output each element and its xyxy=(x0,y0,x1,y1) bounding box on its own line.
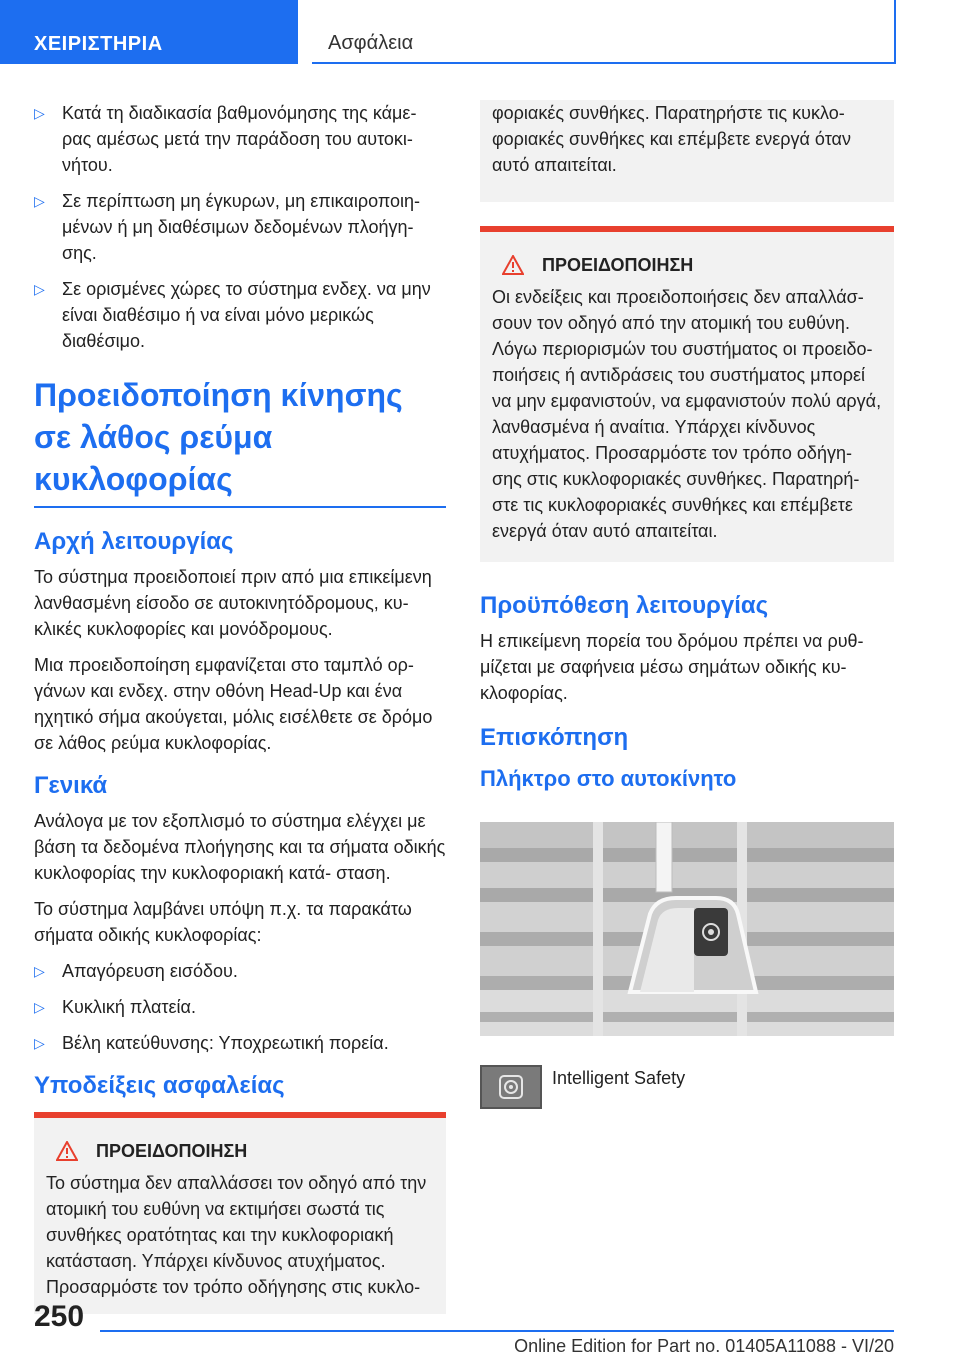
warning-header xyxy=(492,252,882,278)
button-heading: Πλήκτρο στο αυτοκίνητο xyxy=(480,766,737,791)
car-grille-photo xyxy=(480,822,894,1036)
warning-text: Το σύστημα δεν απαλλάσσει τον οδηγό από την ατομική του ευθύνη να εκτιμήσει σωστά τις συνθήκες ορατότητας και την κυκλοφοριακή κατάσταση. Υπάρχει κίνδυνος ατυχήματος. Προσαρμόστε τον τρόπο οδήγησης στις κυκλο- xyxy=(46,1173,427,1297)
list-item: ▷ Σε ορισμένες χώρες το σύστημα ενδεχ. να μην είναι διαθέσιμο ή να είναι μόνο μερικώς διαθέσιμο. xyxy=(34,276,446,354)
chapter-tab xyxy=(312,0,896,64)
warning-box xyxy=(34,1112,446,1314)
bullet-arrow-icon: ▷ xyxy=(34,963,45,979)
warning-header xyxy=(46,1138,434,1164)
general-paragraph-2: Το σύστημα λαμβάνει υπόψη π.χ. τα παρακάτω σήματα οδικής κυκλοφορίας: xyxy=(34,899,412,945)
list-item: ▷ Βέλη κατεύθυνσης: Υποχρεωτική πορεία. xyxy=(34,1030,446,1056)
warning-text: Οι ενδείξεις και προειδοποιήσεις δεν απαλλάσ- σουν τον οδηγό από την ατομική του ευθύνη. Λόγω περιορισμών του συστήματος οι προειδο- ποιήσεις ή αντιδράσεις του συστήματος μπορεί να μην εμφανιστούν, να εμφανιστούν πολύ αργά, λανθασμένα ή αναίτια. Υπάρχει κίνδυνος ατυχήματος. Προσαρμόστε τον τρόπο οδήγη- σης στις κυκλοφοριακές συνθήκες. Παρατηρή- στε τις κυκλοφοριακές συνθήκες και επέμβετε ενεργά όταν αυτό απαιτείται. xyxy=(492,287,882,541)
warning-triangle-icon xyxy=(56,1141,78,1161)
chapter-title: Ασφάλεια xyxy=(328,32,414,54)
warning-triangle-icon xyxy=(502,255,524,275)
bullet-arrow-icon: ▷ xyxy=(34,281,45,297)
section-tab xyxy=(0,0,298,64)
bullet-arrow-icon: ▷ xyxy=(34,105,45,121)
footer-divider xyxy=(100,1330,894,1332)
principle-heading: Αρχή λειτουργίας xyxy=(34,528,234,555)
legend-label: Intelligent Safety xyxy=(552,1068,686,1088)
prereq-paragraph: Η επικείμενη πορεία του δρόμου πρέπει να ρυθ- μίζεται με σαφήνεια μέσω σημάτων οδικής κυ- κλοφορίας. xyxy=(480,631,864,703)
main-heading: Προειδοποίηση κίνησης σε λάθος ρεύμα κυκλοφορίας xyxy=(34,377,403,497)
heading-divider xyxy=(34,506,446,508)
warning-text-continued: φοριακές συνθήκες. Παρατηρήστε τις κυκλο- φοριακές συνθήκες και επέμβετε ενεργά όταν αυτό απαιτείται. xyxy=(492,103,851,175)
general-heading: Γενικά xyxy=(34,772,108,799)
warning-title: ΠΡΟΕΙΔΟΠΟΙΗΣΗ xyxy=(96,1141,248,1161)
page-number: 250 xyxy=(34,1300,85,1333)
safety-heading: Υποδείξεις ασφαλείας xyxy=(34,1072,285,1099)
right-column xyxy=(480,100,894,1109)
intelligent-safety-key-icon xyxy=(480,1065,542,1109)
bullet-arrow-icon: ▷ xyxy=(34,193,45,209)
overview-heading: Επισκόπηση xyxy=(480,724,629,751)
list-item: ▷ Κατά τη διαδικασία βαθμονόμησης της κάμε- ρας αμέσως μετά την παράδοση του αυτοκι- νήτου. xyxy=(34,100,446,178)
edition-text: Online Edition for Part no. 01405A11088 - VI/20 xyxy=(514,1336,894,1356)
list-item: ▷ Απαγόρευση εισόδου. xyxy=(34,958,446,984)
bullet-arrow-icon: ▷ xyxy=(34,1035,45,1051)
principle-paragraph-1: Το σύστημα προειδοποιεί πριν από μια επικείμενη λανθασμένη είσοδο σε αυτοκινητόδρομους, κυ- κλικές κυκλοφορίες και μονόδρομους. xyxy=(34,567,432,639)
section-tab-label: ΧΕΙΡΙΣΤΗΡΙΑ xyxy=(34,33,163,55)
warning-box-continued xyxy=(480,100,894,202)
left-column xyxy=(34,100,446,1314)
prereq-heading: Προϋπόθεση λειτουργίας xyxy=(480,592,769,619)
list-item: ▷ Κυκλική πλατεία. xyxy=(34,994,446,1020)
general-paragraph-1: Ανάλογα με τον εξοπλισμό το σύστημα ελέγχει με βάση τα δεδομένα πλοήγησης και τα σήματα οδικής κυκλοφορίας την κυκλοφοριακή κατά- σταση. xyxy=(34,811,446,883)
bullet-arrow-icon: ▷ xyxy=(34,999,45,1015)
principle-paragraph-2: Μια προειδοποίηση εμφανίζεται στο ταμπλό ορ- γάνων και ενδεχ. στην οθόνη Head-Up και ένα ηχητικό σήμα ακούγεται, μόλις εισέλθετε σε δρόμο σε λάθος ρεύμα κυκλοφορίας. xyxy=(34,655,433,753)
list-item: ▷ Σε περίπτωση μη έγκυρων, μη επικαιροποιη- μένων ή μη διαθέσιμων δεδομένων πλοήγη- σης. xyxy=(34,188,446,266)
warning-title: ΠΡΟΕΙΔΟΠΟΙΗΣΗ xyxy=(542,255,694,275)
warning-box xyxy=(480,226,894,562)
legend-row xyxy=(480,1065,894,1109)
